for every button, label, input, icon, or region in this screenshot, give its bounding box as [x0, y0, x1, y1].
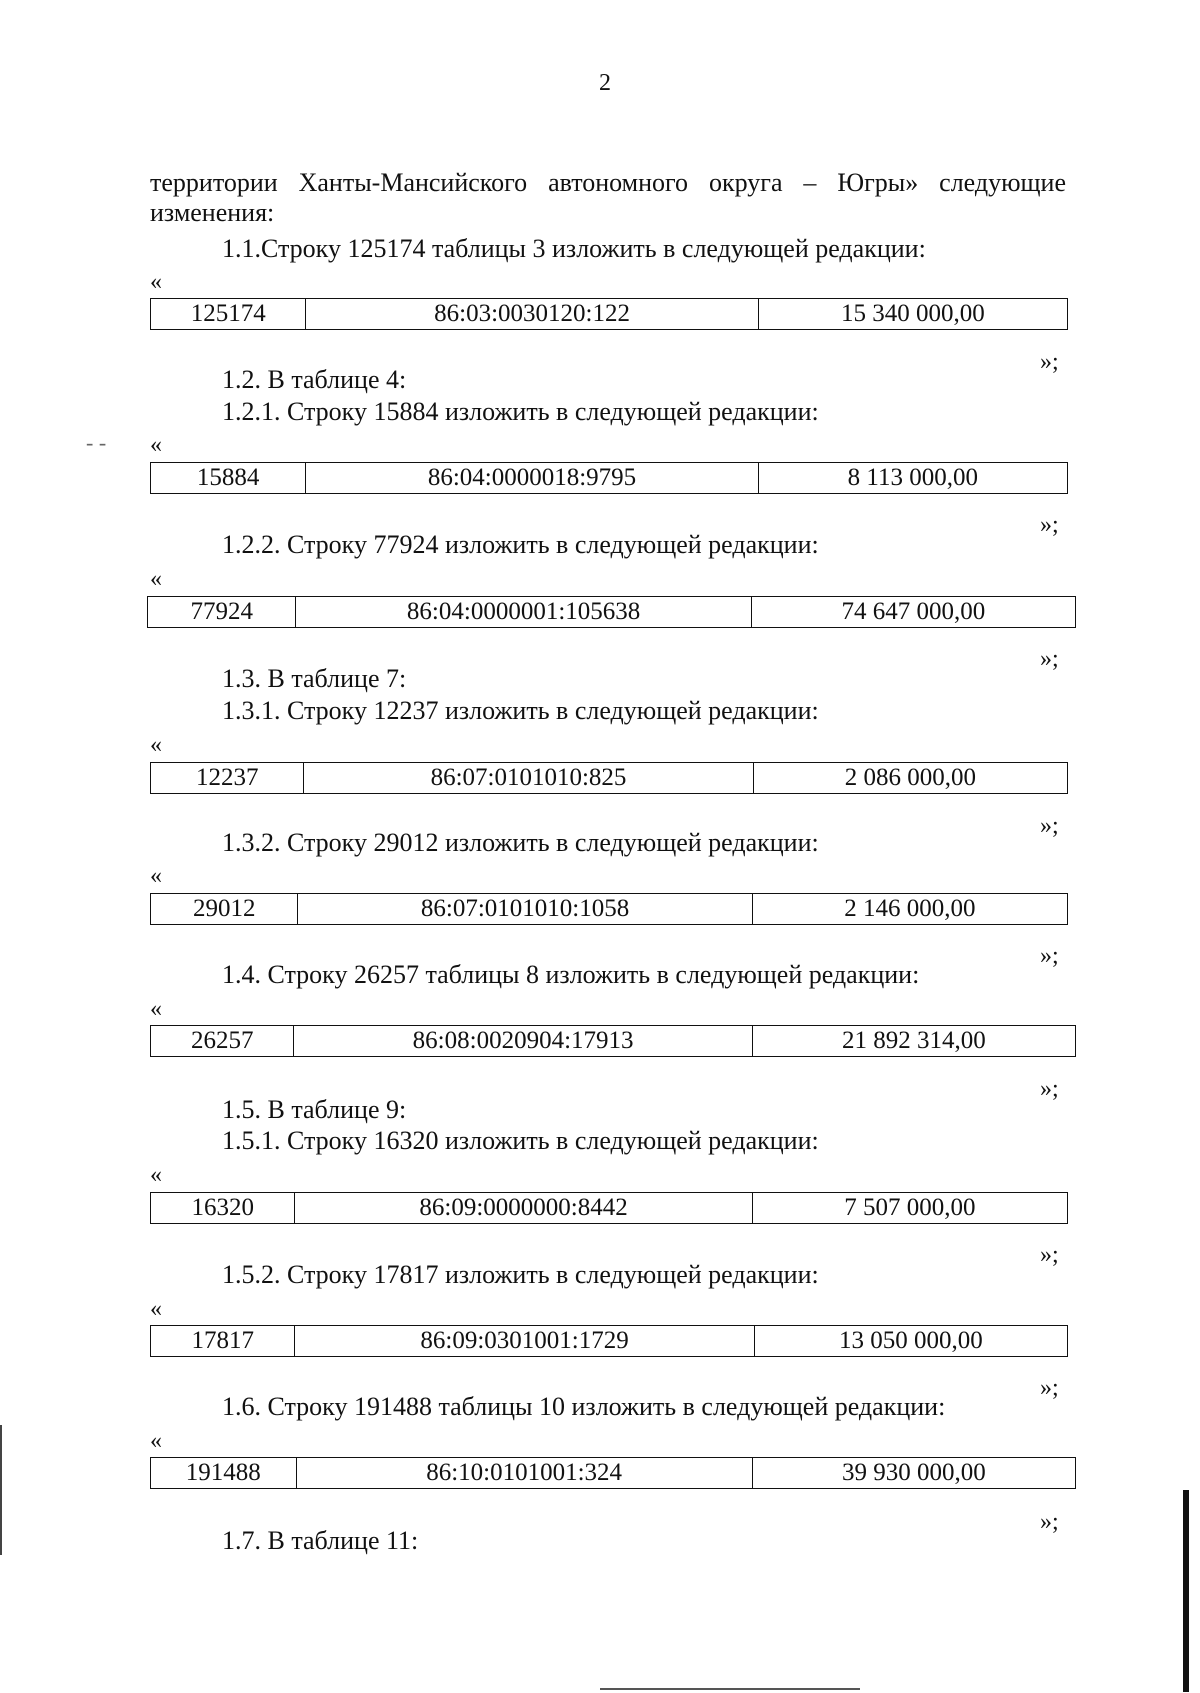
cadastral-value-cell: 74 647 000,00	[751, 597, 1075, 628]
cadastral-value-cell: 2 146 000,00	[752, 894, 1067, 925]
cadastral-value-cell: 2 086 000,00	[753, 763, 1067, 794]
opening-quote: «	[150, 1296, 162, 1322]
table-row	[151, 299, 1068, 330]
clause-heading: 1.5. В таблице 9:	[222, 1095, 407, 1124]
opening-quote: «	[150, 432, 162, 458]
cadastral-value-cell: 15 340 000,00	[758, 299, 1067, 330]
table-row	[151, 1193, 1068, 1224]
clause-heading: 1.5.1. Строку 16320 изложить в следующей редакции:	[222, 1126, 819, 1155]
table-row-replacement	[150, 462, 1068, 494]
table-row	[151, 1458, 1076, 1489]
clause-heading: 1.2. В таблице 4:	[222, 365, 407, 394]
row-id-cell: 29012	[151, 894, 298, 925]
cadastral-value-cell: 39 930 000,00	[752, 1458, 1075, 1489]
row-id-cell: 16320	[151, 1193, 295, 1224]
cadastral-number-cell: 86:10:0101001:324	[296, 1458, 752, 1489]
cadastral-number-cell: 86:08:0020904:17913	[294, 1026, 752, 1057]
opening-quote: «	[150, 566, 162, 592]
closing-quote: »;	[1040, 943, 1059, 969]
row-id-cell: 77924	[148, 597, 296, 628]
closing-quote: »;	[1040, 813, 1059, 839]
table-row	[148, 597, 1076, 628]
table-row	[151, 463, 1068, 494]
scan-left-edge-line	[0, 1425, 2, 1555]
closing-quote: »;	[1040, 646, 1059, 672]
page-number: 2	[599, 70, 611, 96]
table-row	[151, 1026, 1076, 1057]
closing-quote: »;	[1040, 1076, 1059, 1102]
cadastral-value-cell: 7 507 000,00	[752, 1193, 1067, 1224]
table-row-replacement	[147, 596, 1076, 628]
row-id-cell: 125174	[151, 299, 306, 330]
opening-quote: «	[150, 269, 162, 295]
clause-heading: 1.3.1. Строку 12237 изложить в следующей редакции:	[222, 696, 819, 725]
clause-heading: 1.2.1. Строку 15884 изложить в следующей редакции:	[222, 397, 819, 426]
closing-quote: »;	[1040, 512, 1059, 538]
row-id-cell: 15884	[151, 463, 306, 494]
table-row	[151, 894, 1068, 925]
table-row-replacement	[150, 1325, 1068, 1357]
opening-quote: «	[150, 732, 162, 758]
table-row-replacement	[150, 1457, 1076, 1489]
row-id-cell: 26257	[151, 1026, 294, 1057]
cadastral-value-cell: 13 050 000,00	[754, 1326, 1067, 1357]
table-row-replacement	[150, 298, 1068, 330]
cadastral-number-cell: 86:09:0000000:8442	[295, 1193, 752, 1224]
cadastral-number-cell: 86:07:0101010:1058	[298, 894, 752, 925]
opening-quote: «	[150, 996, 162, 1022]
opening-quote: «	[150, 1428, 162, 1454]
row-id-cell: 12237	[151, 763, 304, 794]
clause-heading: 1.3.2. Строку 29012 изложить в следующей редакции:	[222, 828, 819, 857]
table-row-replacement	[150, 1025, 1076, 1057]
table-row	[151, 1326, 1068, 1357]
cadastral-number-cell: 86:04:0000018:9795	[306, 463, 758, 494]
cadastral-number-cell: 86:03:0030120:122	[306, 299, 758, 330]
clause-heading: 1.7. В таблице 11:	[222, 1526, 419, 1555]
cadastral-value-cell: 21 892 314,00	[752, 1026, 1075, 1057]
scan-right-edge-bar	[1183, 1490, 1189, 1692]
table-row-replacement	[150, 1192, 1068, 1224]
opening-quote: «	[150, 1162, 162, 1188]
cadastral-value-cell: 8 113 000,00	[758, 463, 1067, 494]
clause-heading: 1.4. Строку 26257 таблицы 8 изложить в следующей редакции:	[222, 960, 920, 989]
clause-heading: 1.6. Строку 191488 таблицы 10 изложить в следующей редакции:	[222, 1392, 946, 1421]
clause-heading: 1.5.2. Строку 17817 изложить в следующей редакции:	[222, 1260, 819, 1289]
cadastral-number-cell: 86:04:0000001:105638	[296, 597, 751, 628]
intro-paragraph: территории Ханты-Мансийского автономного округа – Югры» следующие изменения:	[150, 168, 1066, 227]
scan-bottom-line	[600, 1688, 860, 1690]
clause-heading: 1.1.Строку 125174 таблицы 3 изложить в следующей редакции:	[222, 234, 926, 263]
row-id-cell: 191488	[151, 1458, 297, 1489]
table-row-replacement	[150, 893, 1068, 925]
table-row	[151, 763, 1068, 794]
row-id-cell: 17817	[151, 1326, 295, 1357]
cadastral-number-cell: 86:07:0101010:825	[304, 763, 753, 794]
table-row-replacement	[150, 762, 1068, 794]
clause-heading: 1.3. В таблице 7:	[222, 664, 407, 693]
cadastral-number-cell: 86:09:0301001:1729	[295, 1326, 754, 1357]
closing-quote: »;	[1040, 1375, 1059, 1401]
closing-quote: »;	[1040, 349, 1059, 375]
opening-quote: «	[150, 863, 162, 889]
margin-scan-mark: - -	[86, 430, 107, 455]
closing-quote: »;	[1040, 1509, 1059, 1535]
clause-heading: 1.2.2. Строку 77924 изложить в следующей редакции:	[222, 530, 819, 559]
closing-quote: »;	[1040, 1242, 1059, 1268]
